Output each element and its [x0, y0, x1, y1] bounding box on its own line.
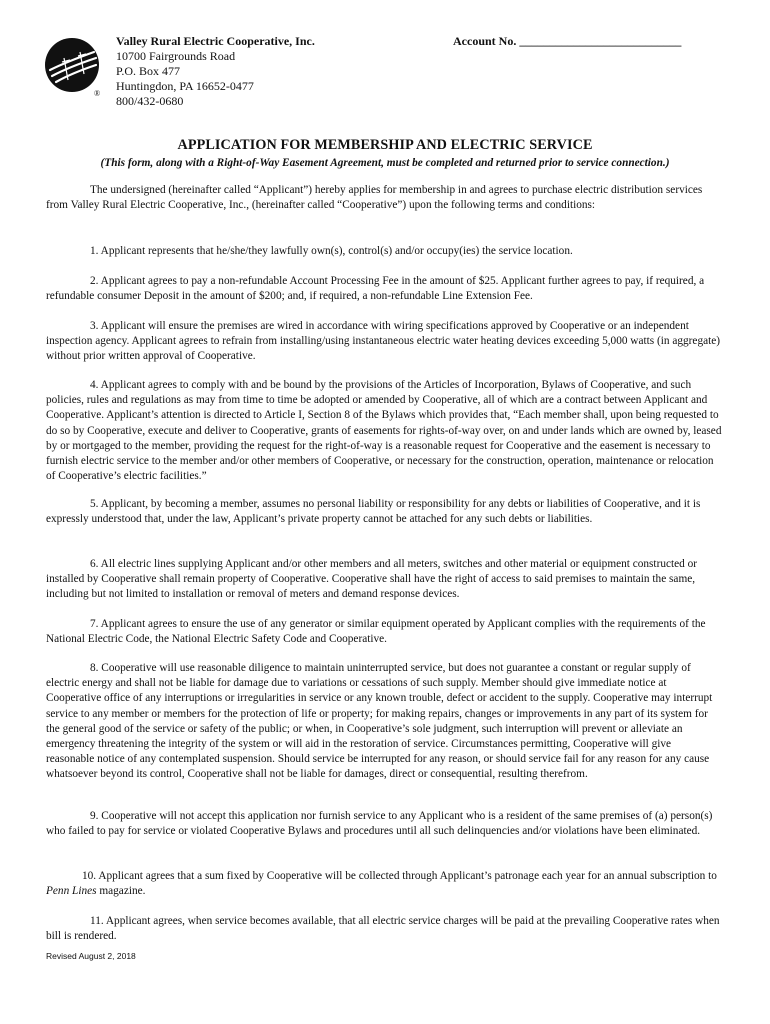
- intro-paragraph: The undersigned (hereinafter called “Applicant”) hereby applies for membership in and agrees to purchase electric distribution services from Valley Rural Electric Cooperative, Inc., (hereinafter called “Cooperative”) upon the following terms and conditions:: [46, 184, 703, 212]
- term-11: 11. Applicant agrees, when service becomes available, that all electric service charges will be paid at the prevailing Cooperative rates when bill is rendered.: [46, 915, 720, 943]
- revision-date: Revised August 2, 2018: [46, 951, 136, 961]
- term-10-end: magazine.: [96, 885, 146, 898]
- phone-number: 800/432-0680: [116, 94, 184, 108]
- term-4: 4. Applicant agrees to comply with and be bound by the provisions of the Articles of Incorporation, Bylaws of Cooperative, and such policies, rules and regulations as may from time to time be adopted or amended by Cooperative, all of which are a contract between Applicant and Cooperative. Applicant’s attention is directed to Article I, Section 8 of the Bylaws which provides that, “Each member shall, upon being requested to do so by Cooperative, execute and deliver to Cooperative, grants of easements for rights-of-way over, on and under lands which are owned by, leased by or mortgaged to the member, providing the request for the right-of-way is a reasonable request for Cooperative and the easement is necessary to furnish electric service to the member and/or other members of Cooperative, or necessary for the construction, operation, maintenance or relocation of Cooperative’s electric facilities.”: [46, 379, 722, 483]
- term-8: 8. Cooperative will use reasonable diligence to maintain uninterrupted service, but does not guarantee a constant or regular supply of electric energy and shall not be liable for damage due to variations or cessations of such supply. Member should give immediate notice at Cooperative office of any interruptions or irregularities in service or any known trouble, defect or accident to the supply. Cooperative may interrupt service to any member or members for the protection of life or property; for making repairs, changes or improvements in any part of its system for the general good of the service or safety of the public; or when, in Cooperative’s sole judgment, such interruption will prevent or alleviate an emergency threatening the integrity of the system or will aid in the restoration of service. Circumstances permitting, Cooperative will give reasonable notice of any contemplated suspension. Should service be interrupted for any reason, or should service fail for any reason for any cause whatsoever beyond its control, Cooperative shall not be liable for damages, direct or consequential, resulting therefrom.: [46, 662, 713, 781]
- registered-mark: ®: [94, 89, 101, 98]
- address-line-1: 10700 Fairgrounds Road: [116, 49, 236, 63]
- account-number-field: Account No. ___________________________: [453, 34, 682, 48]
- page-subtitle: (This form, along with a Right-of-Way Easement Agreement, must be completed and returned prior to service connection.): [100, 157, 670, 169]
- term-7: 7. Applicant agrees to ensure the use of any generator or similar equipment operated by Applicant complies with the requirements of the National Electric Code, the National Electric Safety Code and Cooperative.: [46, 618, 706, 646]
- organization-name: Valley Rural Electric Cooperative, Inc.: [116, 34, 315, 48]
- term-2: 2. Applicant agrees to pay a non-refundable Account Processing Fee in the amount of $25. Applicant further agrees to pay, if required, a refundable consumer Deposit in the amount of $200; and, if required, a non-refundable Line Extension Fee.: [46, 275, 705, 303]
- term-6: 6. All electric lines supplying Applicant and/or other members and all meters, switches and other material or equipment constructed or installed by Cooperative shall remain property of Cooperative. Cooperative shall have the right of access to said premises to maintain the same, including but not limited to installation or removal of meters and demand response devices.: [46, 558, 698, 601]
- term-3: 3. Applicant will ensure the premises are wired in accordance with wiring specifications approved by Cooperative or an independent inspection agency. Applicant agrees to refrain from installing/using instantaneous electric water heating devices exceeding 5,000 watts (in aggregate) without prior written approval of Cooperative.: [46, 320, 721, 363]
- address-city: Huntingdon, PA 16652-0477: [116, 79, 254, 93]
- term-5: 5. Applicant, by becoming a member, assumes no personal liability or responsibility for any debts or liabilities of Cooperative, and it is expressly understood that, under the law, Applicant’s private property cannot be attached for any such debts or liabilities.: [46, 498, 701, 526]
- term-1: 1. Applicant represents that he/she/they lawfully own(s), control(s) and/or occupy(ies) the service location.: [90, 245, 573, 257]
- page-title: APPLICATION FOR MEMBERSHIP AND ELECTRIC SERVICE: [177, 137, 593, 153]
- term-9: 9. Cooperative will not accept this application nor furnish service to any Applicant who is a resident of the same premises of (a) person(s) who failed to pay for service or violated Cooperative Bylaws and procedures until all such delinquencies and/or violations have been eliminated.: [46, 810, 713, 838]
- cooperative-logo: [44, 34, 100, 96]
- organization-address: [116, 34, 315, 109]
- address-line-2: P.O. Box 477: [116, 64, 181, 78]
- term-10-text: 10. Applicant agrees that a sum fixed by Cooperative will be collected through Applicant’s patronage each year for an annual subscription to: [82, 870, 717, 882]
- term-10: [46, 869, 722, 899]
- magazine-title: Penn Lines: [46, 885, 97, 898]
